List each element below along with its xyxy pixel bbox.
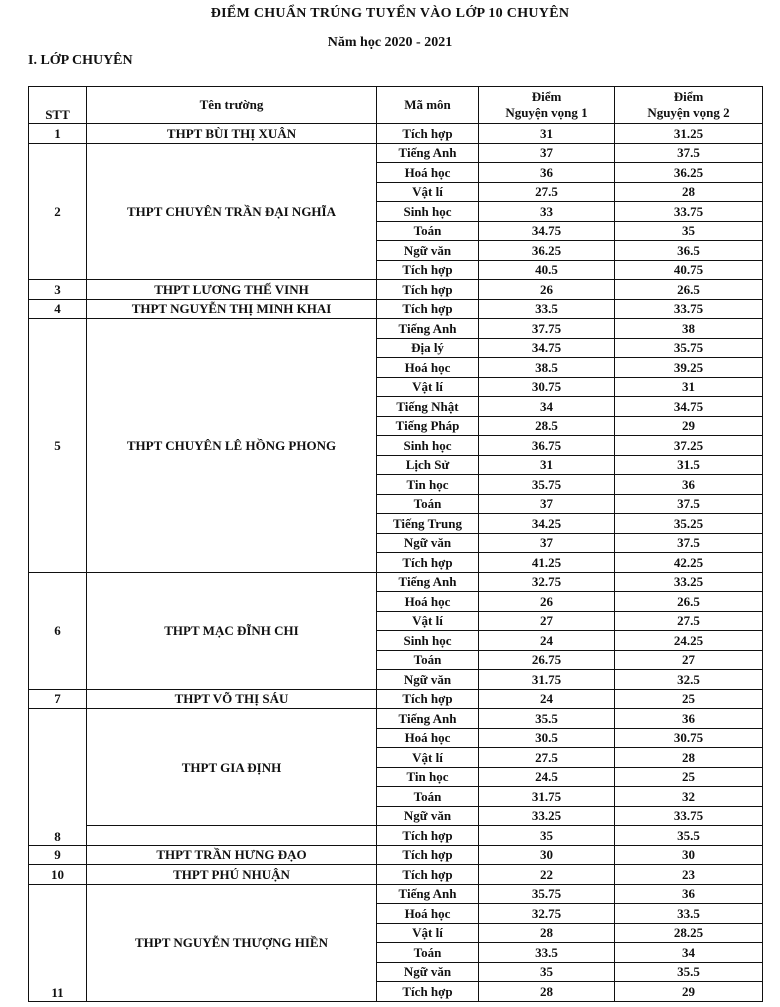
school-stt: 9 xyxy=(29,845,87,865)
nv1-cell: 26.75 xyxy=(479,650,615,670)
nv2-cell: 35.25 xyxy=(615,514,763,534)
nv2-cell: 30.75 xyxy=(615,728,763,748)
nv1-cell: 27.5 xyxy=(479,748,615,768)
school-stt: 7 xyxy=(29,689,87,709)
subject-cell: Sinh học xyxy=(377,436,479,456)
nv1-cell: 28 xyxy=(479,982,615,1002)
subject-cell: Tiếng Trung xyxy=(377,514,479,534)
nv2-cell: 40.75 xyxy=(615,260,763,280)
nv1-cell: 37 xyxy=(479,494,615,514)
nv1-cell: 35.75 xyxy=(479,475,615,495)
subject-cell: Hoá học xyxy=(377,163,479,183)
subject-cell: Vật lí xyxy=(377,748,479,768)
subject-cell: Lịch Sử xyxy=(377,455,479,475)
scores-table xyxy=(28,86,763,1002)
header-nv1-line2: Nguyện vọng 1 xyxy=(505,105,588,120)
header-stt: STT xyxy=(29,87,87,124)
subject-cell: Toán xyxy=(377,943,479,963)
table-row xyxy=(29,319,763,339)
table-row xyxy=(29,826,763,846)
table-row xyxy=(29,845,763,865)
nv1-cell: 33.5 xyxy=(479,299,615,319)
page-title: ĐIỂM CHUẨN TRÚNG TUYỂN VÀO LỚP 10 CHUYÊN xyxy=(210,6,570,21)
nv1-cell: 36 xyxy=(479,163,615,183)
table-header-row xyxy=(29,87,763,124)
nv1-cell: 30 xyxy=(479,845,615,865)
nv1-cell: 37 xyxy=(479,533,615,553)
subject-cell: Tích hợp xyxy=(377,260,479,280)
subject-cell: Tiếng Anh xyxy=(377,884,479,904)
subject-cell: Tiếng Nhật xyxy=(377,397,479,417)
nv1-cell: 36.25 xyxy=(479,241,615,261)
subject-cell: Sinh học xyxy=(377,631,479,651)
nv2-cell: 35.75 xyxy=(615,338,763,358)
subject-cell: Tiếng Anh xyxy=(377,709,479,729)
nv1-cell: 35.75 xyxy=(479,884,615,904)
nv2-cell: 33.25 xyxy=(615,572,763,592)
subject-cell: Vật lí xyxy=(377,182,479,202)
subject-cell: Tiếng Pháp xyxy=(377,416,479,436)
nv2-cell: 35.5 xyxy=(615,962,763,982)
subject-cell: Hoá học xyxy=(377,728,479,748)
nv2-cell: 29 xyxy=(615,416,763,436)
nv2-cell: 42.25 xyxy=(615,553,763,573)
subject-cell: Toán xyxy=(377,494,479,514)
subject-cell: Tin học xyxy=(377,767,479,787)
subject-cell: Ngữ văn xyxy=(377,533,479,553)
subject-cell: Tiếng Anh xyxy=(377,143,479,163)
nv2-cell: 29 xyxy=(615,982,763,1002)
school-name: THPT VÕ THỊ SÁU xyxy=(87,689,377,709)
nv2-cell: 26.5 xyxy=(615,592,763,612)
page-subtitle: Năm học 2020 - 2021 xyxy=(327,35,453,50)
nv1-cell: 37.75 xyxy=(479,319,615,339)
nv1-cell: 24 xyxy=(479,689,615,709)
table-row xyxy=(29,280,763,300)
subject-cell: Địa lý xyxy=(377,338,479,358)
nv1-cell: 28 xyxy=(479,923,615,943)
nv1-cell: 28.5 xyxy=(479,416,615,436)
nv1-cell: 40.5 xyxy=(479,260,615,280)
school-name: THPT PHÚ NHUẬN xyxy=(87,865,377,885)
nv1-cell: 33.25 xyxy=(479,806,615,826)
subject-cell: Tích hợp xyxy=(377,982,479,1002)
nv1-cell: 31.75 xyxy=(479,787,615,807)
nv2-cell: 28.25 xyxy=(615,923,763,943)
nv1-cell: 33 xyxy=(479,202,615,222)
school-name: THPT NGUYỄN THỊ MINH KHAI xyxy=(87,299,377,319)
subject-cell: Ngữ văn xyxy=(377,670,479,690)
nv2-cell: 35.5 xyxy=(615,826,763,846)
nv2-cell: 36 xyxy=(615,709,763,729)
nv1-cell: 31.75 xyxy=(479,670,615,690)
subject-cell: Hoá học xyxy=(377,358,479,378)
table-row xyxy=(29,884,763,904)
table-row xyxy=(29,689,763,709)
school-stt: 10 xyxy=(29,865,87,885)
nv2-cell: 31.5 xyxy=(615,455,763,475)
nv1-cell: 37 xyxy=(479,143,615,163)
table-row xyxy=(29,572,763,592)
subject-cell: Sinh học xyxy=(377,202,479,222)
nv1-cell: 34.25 xyxy=(479,514,615,534)
section-title: I. LỚP CHUYÊN xyxy=(28,53,133,68)
nv2-cell: 38 xyxy=(615,319,763,339)
subject-cell: Tích hợp xyxy=(377,280,479,300)
school-name: THPT MẠC ĐĨNH CHI xyxy=(87,572,377,689)
nv2-cell: 34 xyxy=(615,943,763,963)
nv2-cell: 36.5 xyxy=(615,241,763,261)
school-stt: 2 xyxy=(29,143,87,280)
nv1-cell: 26 xyxy=(479,280,615,300)
school-stt: 6 xyxy=(29,572,87,689)
subject-cell: Ngữ văn xyxy=(377,962,479,982)
subject-cell: Tích hợp xyxy=(377,689,479,709)
nv2-cell: 33.75 xyxy=(615,806,763,826)
nv2-cell: 34.75 xyxy=(615,397,763,417)
header-nv2-line1: Điểm xyxy=(673,89,704,104)
nv2-cell: 23 xyxy=(615,865,763,885)
subject-cell: Tiếng Anh xyxy=(377,572,479,592)
nv2-cell: 37.5 xyxy=(615,533,763,553)
nv1-cell: 34 xyxy=(479,397,615,417)
nv2-cell: 26.5 xyxy=(615,280,763,300)
school-stt: 5 xyxy=(29,319,87,573)
nv1-cell: 26 xyxy=(479,592,615,612)
subject-cell: Toán xyxy=(377,221,479,241)
nv2-cell: 39.25 xyxy=(615,358,763,378)
school-name: THPT NGUYỄN THƯỢNG HIỀN xyxy=(87,884,377,1001)
subject-cell: Vật lí xyxy=(377,923,479,943)
nv2-cell: 32.5 xyxy=(615,670,763,690)
nv2-cell: 33.75 xyxy=(615,299,763,319)
nv1-cell: 34.75 xyxy=(479,338,615,358)
header-nv1-line1: Điểm xyxy=(531,89,562,104)
nv2-cell: 27 xyxy=(615,650,763,670)
subject-cell: Hoá học xyxy=(377,592,479,612)
nv1-cell: 41.25 xyxy=(479,553,615,573)
nv1-cell: 35.5 xyxy=(479,709,615,729)
nv1-cell: 30.5 xyxy=(479,728,615,748)
nv1-cell: 27 xyxy=(479,611,615,631)
nv1-cell: 38.5 xyxy=(479,358,615,378)
subject-cell: Hoá học xyxy=(377,904,479,924)
nv2-cell: 25 xyxy=(615,767,763,787)
nv2-cell: 28 xyxy=(615,182,763,202)
nv1-cell: 33.5 xyxy=(479,943,615,963)
nv1-cell: 31 xyxy=(479,455,615,475)
nv2-cell: 28 xyxy=(615,748,763,768)
nv1-cell: 24.5 xyxy=(479,767,615,787)
subject-cell: Tin học xyxy=(377,475,479,495)
subject-cell: Toán xyxy=(377,787,479,807)
nv2-cell: 24.25 xyxy=(615,631,763,651)
school-name: THPT LƯƠNG THẾ VINH xyxy=(87,280,377,300)
school-stt: 8 xyxy=(29,709,87,846)
subject-cell: Vật lí xyxy=(377,377,479,397)
header-nv2-line2: Nguyện vọng 2 xyxy=(647,105,730,120)
subject-cell: Ngữ văn xyxy=(377,241,479,261)
subject-cell: Tích hợp xyxy=(377,845,479,865)
header-subject: Mã môn xyxy=(377,87,479,124)
nv2-cell: 36 xyxy=(615,475,763,495)
school-name-empty xyxy=(87,826,377,846)
table-row xyxy=(29,299,763,319)
school-name: THPT GIA ĐỊNH xyxy=(87,709,377,826)
subject-cell: Tích hợp xyxy=(377,299,479,319)
subject-cell: Vật lí xyxy=(377,611,479,631)
nv1-cell: 32.75 xyxy=(479,904,615,924)
school-stt: 4 xyxy=(29,299,87,319)
nv1-cell: 35 xyxy=(479,962,615,982)
school-name: THPT CHUYÊN TRẦN ĐẠI NGHĨA xyxy=(87,143,377,280)
subject-cell: Toán xyxy=(377,650,479,670)
nv2-cell: 27.5 xyxy=(615,611,763,631)
nv1-cell: 27.5 xyxy=(479,182,615,202)
nv2-cell: 36 xyxy=(615,884,763,904)
nv1-cell: 34.75 xyxy=(479,221,615,241)
nv2-cell: 33.75 xyxy=(615,202,763,222)
nv1-cell: 31 xyxy=(479,124,615,144)
table-row xyxy=(29,124,763,144)
nv2-cell: 32 xyxy=(615,787,763,807)
nv2-cell: 37.5 xyxy=(615,494,763,514)
nv1-cell: 24 xyxy=(479,631,615,651)
subject-cell: Tiếng Anh xyxy=(377,319,479,339)
table-row xyxy=(29,865,763,885)
nv2-cell: 37.5 xyxy=(615,143,763,163)
table-row xyxy=(29,143,763,163)
subject-cell: Tích hợp xyxy=(377,124,479,144)
nv2-cell: 36.25 xyxy=(615,163,763,183)
nv2-cell: 31 xyxy=(615,377,763,397)
header-nv2 xyxy=(615,87,763,124)
nv2-cell: 35 xyxy=(615,221,763,241)
nv1-cell: 30.75 xyxy=(479,377,615,397)
nv2-cell: 33.5 xyxy=(615,904,763,924)
school-name: THPT TRẦN HƯNG ĐẠO xyxy=(87,845,377,865)
subject-cell: Tích hợp xyxy=(377,826,479,846)
school-stt: 1 xyxy=(29,124,87,144)
nv2-cell: 37.25 xyxy=(615,436,763,456)
table-row xyxy=(29,709,763,729)
nv2-cell: 25 xyxy=(615,689,763,709)
school-stt: 3 xyxy=(29,280,87,300)
nv2-cell: 30 xyxy=(615,845,763,865)
nv2-cell: 31.25 xyxy=(615,124,763,144)
table-body xyxy=(29,124,763,1002)
nv1-cell: 32.75 xyxy=(479,572,615,592)
header-nv1 xyxy=(479,87,615,124)
header-school: Tên trường xyxy=(87,87,377,124)
school-stt: 11 xyxy=(29,884,87,1001)
subject-cell: Tích hợp xyxy=(377,553,479,573)
school-name: THPT BÙI THỊ XUÂN xyxy=(87,124,377,144)
nv1-cell: 36.75 xyxy=(479,436,615,456)
school-name: THPT CHUYÊN LÊ HỒNG PHONG xyxy=(87,319,377,573)
nv1-cell: 22 xyxy=(479,865,615,885)
nv1-cell: 35 xyxy=(479,826,615,846)
subject-cell: Ngữ văn xyxy=(377,806,479,826)
subject-cell: Tích hợp xyxy=(377,865,479,885)
